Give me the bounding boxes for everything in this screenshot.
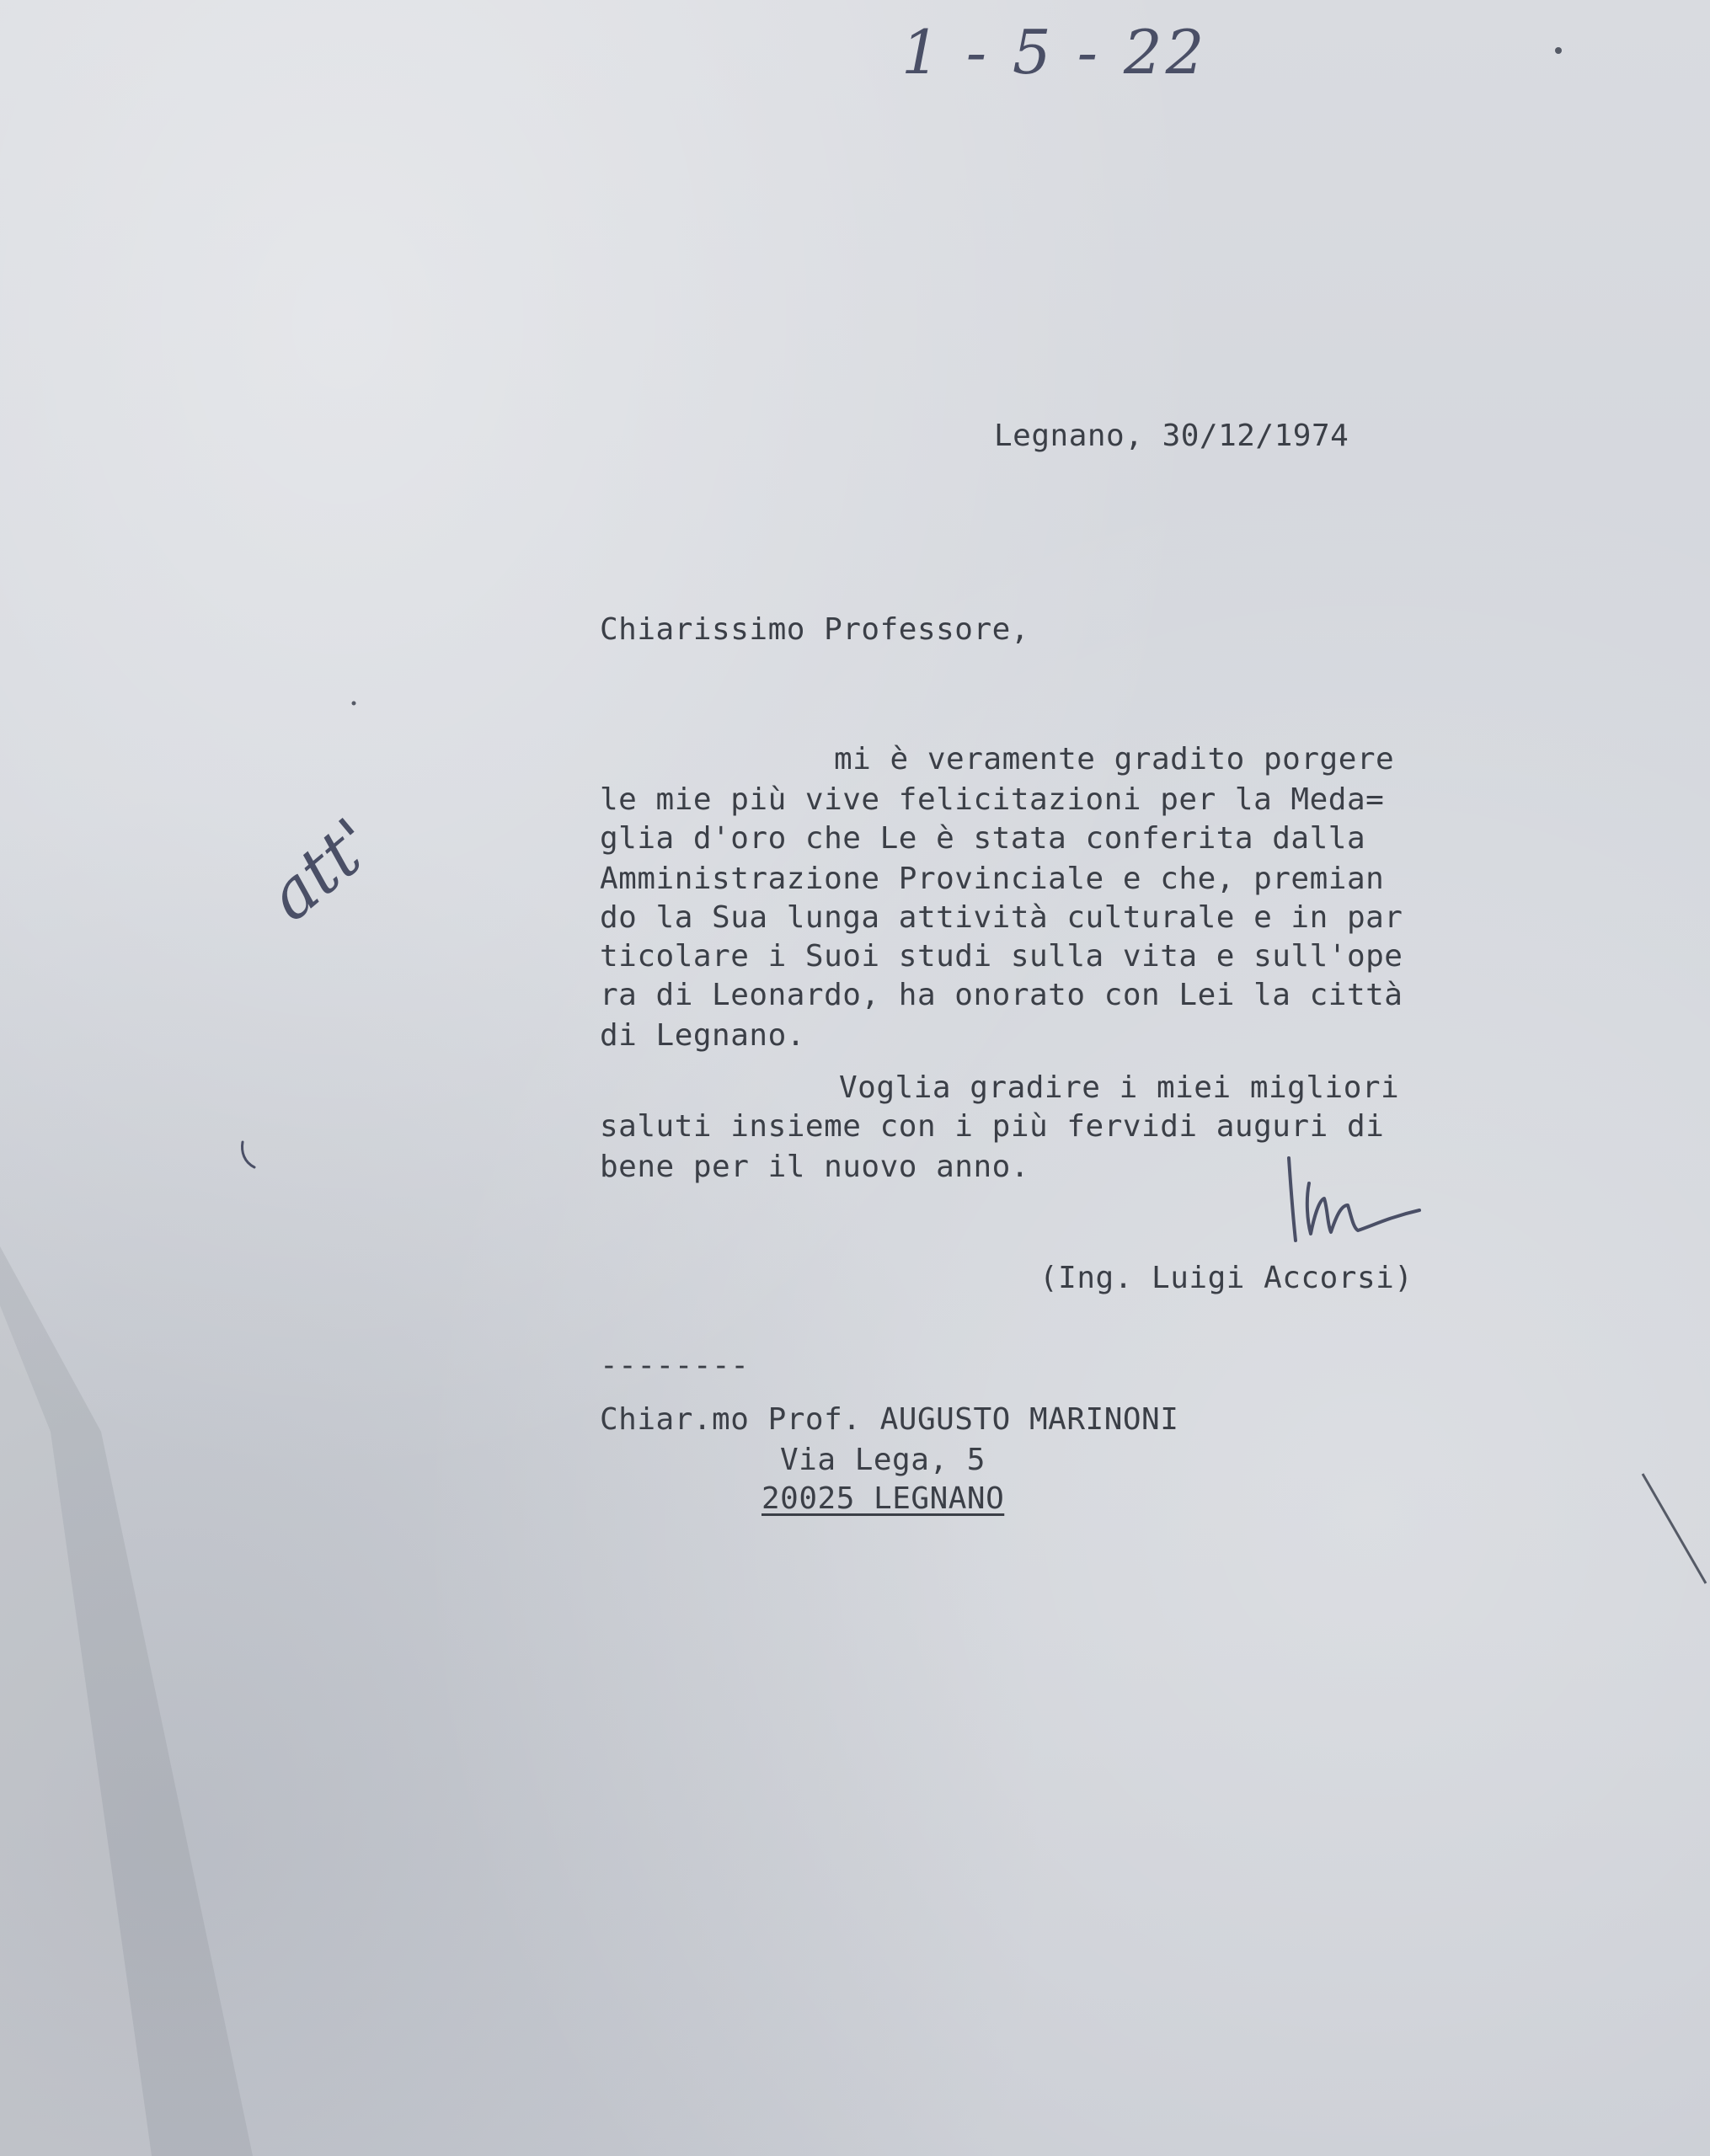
margin-tick — [236, 1139, 261, 1172]
paragraph-line: le mie più vive felicitazioni per la Meda= — [600, 782, 1385, 817]
separator-line: -------- — [600, 1348, 750, 1383]
paragraph-line: Voglia gradire i miei migliori — [839, 1070, 1400, 1105]
margin-note: att' — [253, 803, 390, 937]
signature-scrawl — [1280, 1150, 1424, 1251]
paragraph-line: do la Sua lunga attività culturale e in par — [600, 900, 1403, 935]
paragraph-line: di Legnano. — [600, 1018, 805, 1053]
paragraph-line: glia d'oro che Le è stata conferita dalla — [600, 821, 1366, 856]
address-recipient: Chiar.mo Prof. AUGUSTO MARINONI — [600, 1402, 1179, 1437]
address-city: 20025 LEGNANO — [761, 1481, 1005, 1516]
paragraph-line: ticolare i Suoi studi sulla vita e sull'ope — [600, 939, 1403, 974]
salutation: Chiarissimo Professore, — [600, 612, 1029, 647]
paragraph-line: bene per il nuovo anno. — [600, 1150, 1029, 1184]
paragraph-line: Amministrazione Provinciale e che, premian — [600, 862, 1385, 896]
paragraph-line: ra di Leonardo, ha onorato con Lei la città — [600, 978, 1403, 1012]
address-street: Via Lega, 5 — [780, 1443, 986, 1477]
paragraph-line: saluti insieme con i più fervidi auguri di — [600, 1109, 1385, 1144]
place-date: Legnano, 30/12/1974 — [994, 419, 1349, 453]
paragraph-line: mi è veramente gradito porgere — [834, 742, 1395, 776]
handwritten-date: 1 - 5 - 22 — [901, 17, 1208, 88]
signer-name: (Ing. Luigi Accorsi) — [1039, 1261, 1413, 1295]
